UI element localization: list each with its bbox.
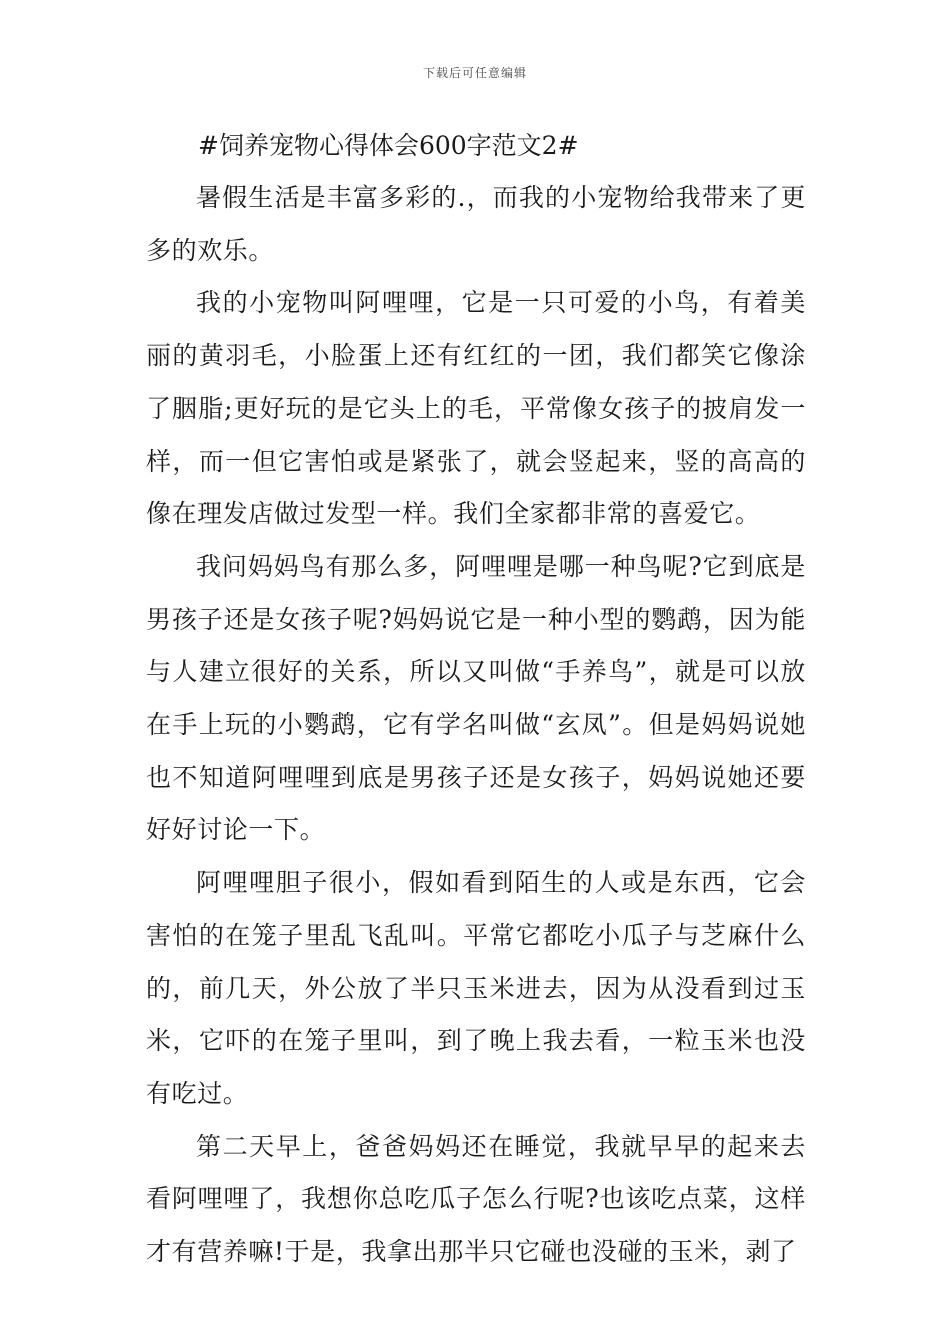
paragraph-4: 阿哩哩胆子很小，假如看到陌生的人或是东西，它会害怕的在笼子里乱飞乱叫。平常它都吃小瓜子与芝麻什么的，前几天，外公放了半只玉米进去，因为从没看到过玉米，它吓的在笼子里叫，到了晚上我去看，一粒玉米也没有吃过。 [146,868,806,1108]
paragraph-1: 暑假生活是丰富多彩的.，而我的小宠物给我带来了更多的欢乐。 [146,183,806,265]
paragraph-5: 第二天早上，爸爸妈妈还在睡觉，我就早早的起来去看阿哩哩了，我想你总吃瓜子怎么行呢?也该吃点菜，这样才有营养嘛!于是，我拿出那半只它碰也没碰的玉米，剥了 [146,1131,806,1267]
document-title: #饲养宠物心得体会600字范文2# [198,131,579,160]
paragraph-3: 我问妈妈鸟有那么多，阿哩哩是哪一种鸟呢?它到底是男孩子还是女孩子呢?妈妈说它是一种小型的鹦鹉，因为能与人建立很好的关系，所以又叫做“手养鸟”，就是可以放在手上玩的小鹦鹉，它有学名叫做“玄凤”。但是妈妈说她也不知道阿哩哩到底是男孩子还是女孩子，妈妈说她还要好好讨论一下。 [146,551,806,845]
paragraph-2: 我的小宠物叫阿哩哩，它是一只可爱的小鸟，有着美丽的黄羽毛，小脸蛋上还有红红的一团，我们都笑它像涂了胭脂;更好玩的是它头上的毛，平常像女孩子的披肩发一样，而一但它害怕或是紧张了，就会竖起来，竖的高高的像在理发店做过发型一样。我们全家都非常的喜爱它。 [146,288,806,529]
header-note: 下载后可任意编辑 [422,66,527,80]
document-body [146,120,806,1279]
